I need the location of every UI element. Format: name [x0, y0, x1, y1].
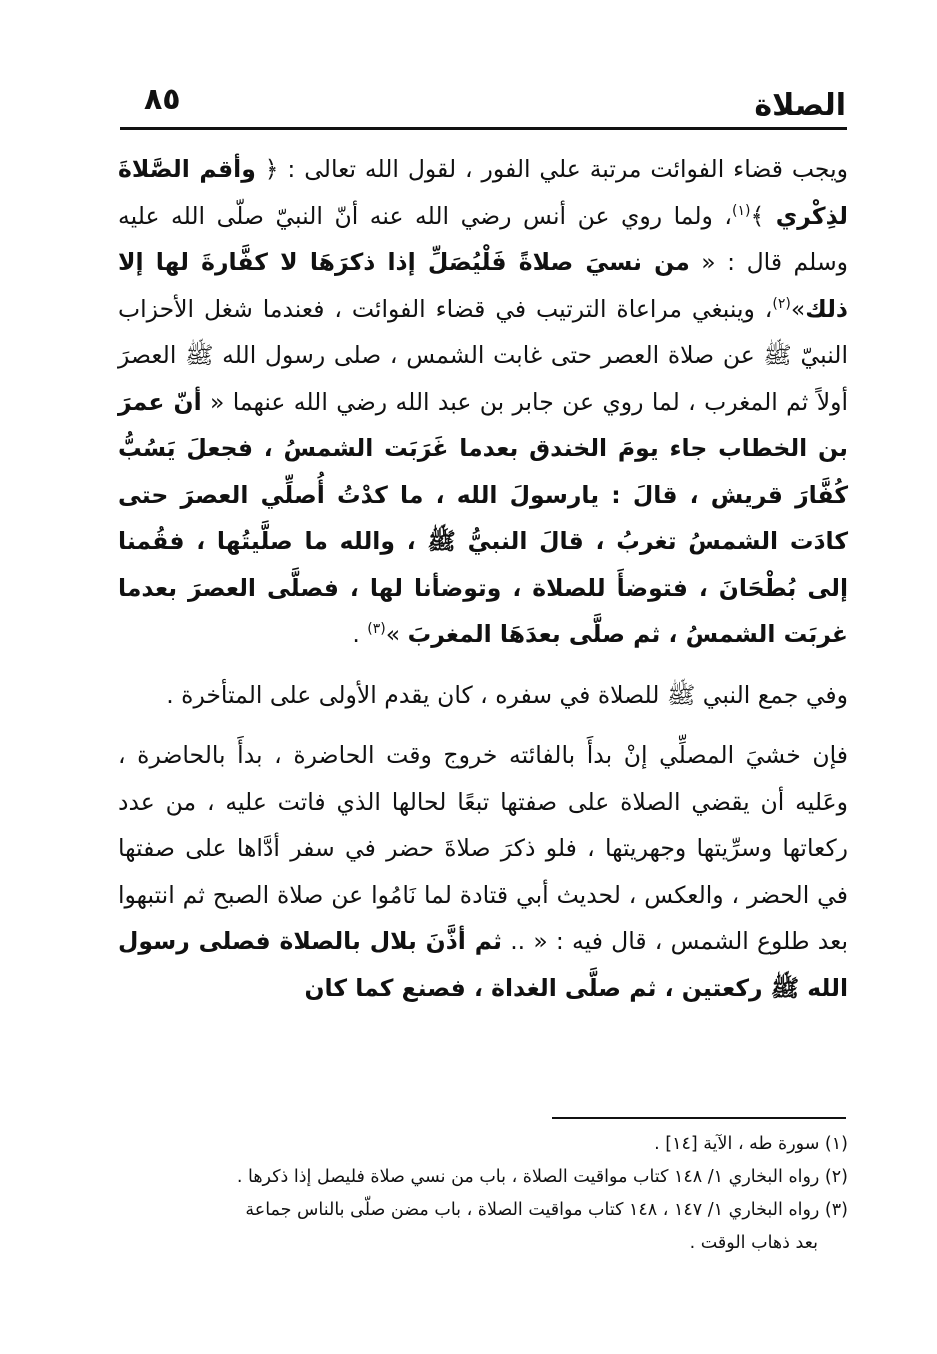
footnote-3-continued: بعد ذهاب الوقت . — [689, 1233, 818, 1253]
paragraph-3 — [118, 732, 848, 1011]
hadith-quote: ثم أذَّنَ بلال بالصلاة فصلى رسول الله ﷺ ركعتين ، ثم صلَّى الغداة ، فصنع كما كان — [118, 927, 848, 1002]
footnote-ref-1: (١) — [732, 202, 751, 219]
text-run: ، ولما روي عن أنس رضي الله عنه أنّ النبيّ صلّى الله عليه وسلم قال : « — [118, 201, 848, 276]
text-run: » — [385, 620, 408, 648]
footnote-rule — [552, 1117, 846, 1119]
footnotes — [118, 1128, 848, 1260]
footnote-1: (١) سورة طه ، الآية [١٤] . — [654, 1134, 848, 1154]
chapter-title: الصلاة — [754, 88, 846, 123]
footnote-ref-3: (٣) — [367, 621, 386, 638]
text-run: فإن خشيَ المصلِّي إنْ بدأَ بالفائته خروج وقت الحاضرة ، بدأَ بالحاضرة ، وعَليه أن يقضي الصلاة على صفتها تبعًا لحالها الذي فاتت عليه ، من عدد ركعاتها وسرِّيتها وجهريتها ، فلو ذكرَ صلاةَ حضر في سفر أدَّاها على صفتها في الحضر ، والعكس ، لحديث أبي قتادة لما نَامُوا عن صلاة الصبح ثم انتبهوا بعد طلوع الشمس ، قال فيه : « .. — [118, 741, 849, 955]
paragraph-2: وفي جمع النبي ﷺ للصلاة في سفره ، كان يقدم الأولى على المتأخرة . — [166, 680, 848, 709]
text-run: » — [790, 294, 806, 323]
hadith-quote: من نسيَ صلاةً فَلْيُصَلِّ إذا ذكرَهَا لا كفَّارةَ لها إلا ذلك — [118, 248, 848, 323]
quran-quote: وأقم الصَّلاةَ لذِكْري — [118, 155, 848, 230]
footnote-3: (٣) رواه البخاري ١/ ١٤٧ ، ١٤٨ كتاب مواقيت الصلاة ، باب مضن صلّى بالناس جماعة — [245, 1200, 848, 1220]
page-header — [120, 78, 850, 128]
text-run: . — [352, 620, 368, 648]
hadith-quote: أنّ عمرَ بن الخطاب جاء يومَ الخندق بعدما غَرَبَت الشمسُ ، فجعلَ يَسُبُّ كُفَّارَ قريش ، قالَ : يارسولَ الله ، ما كدْتُ أُصلِّي العصرَ حتى كادَت الشمسُ تغربُ ، قالَ النبيُّ ﷺ ، والله ما صلَّيتُها ، فقُمنا إلى بُطْحَانَ ، فتوضأَ للصلاة ، وتوضأنا لها ، فصلَّى العصرَ بعدما غربَت الشمسُ ، ثم صلَّى بعدَهَا المغربَ — [118, 387, 848, 648]
footnote-2: (٢) رواه البخاري ١/ ١٤٨ كتاب مواقيت الصلاة ، باب من نسي صلاة فليصل إذا ذكرها . — [236, 1167, 848, 1187]
header-rule — [120, 127, 847, 130]
main-text — [118, 146, 848, 1011]
text-run: ويجب قضاء الفوائت مرتبة علي الفور ، لقول الله تعالى : ﴿ — [255, 155, 848, 183]
paragraph-1 — [118, 146, 848, 658]
text-run: ، وينبغي مراعاة الترتيب في قضاء الفوائت ، فعندما شغل الأحزاب النبيّ ﷺ عن صلاة العصر حتى غابت الشمس ، صلى رسول الله ﷺ العصرَ أولاً ثم المغرب ، لما روي عن جابر بن عبد الله رضي الله عنهما « — [118, 294, 848, 416]
text-run: ﴾ — [750, 201, 776, 230]
footnote-ref-2: (٢) — [772, 295, 791, 312]
page-number: ٨٥ — [144, 82, 181, 117]
